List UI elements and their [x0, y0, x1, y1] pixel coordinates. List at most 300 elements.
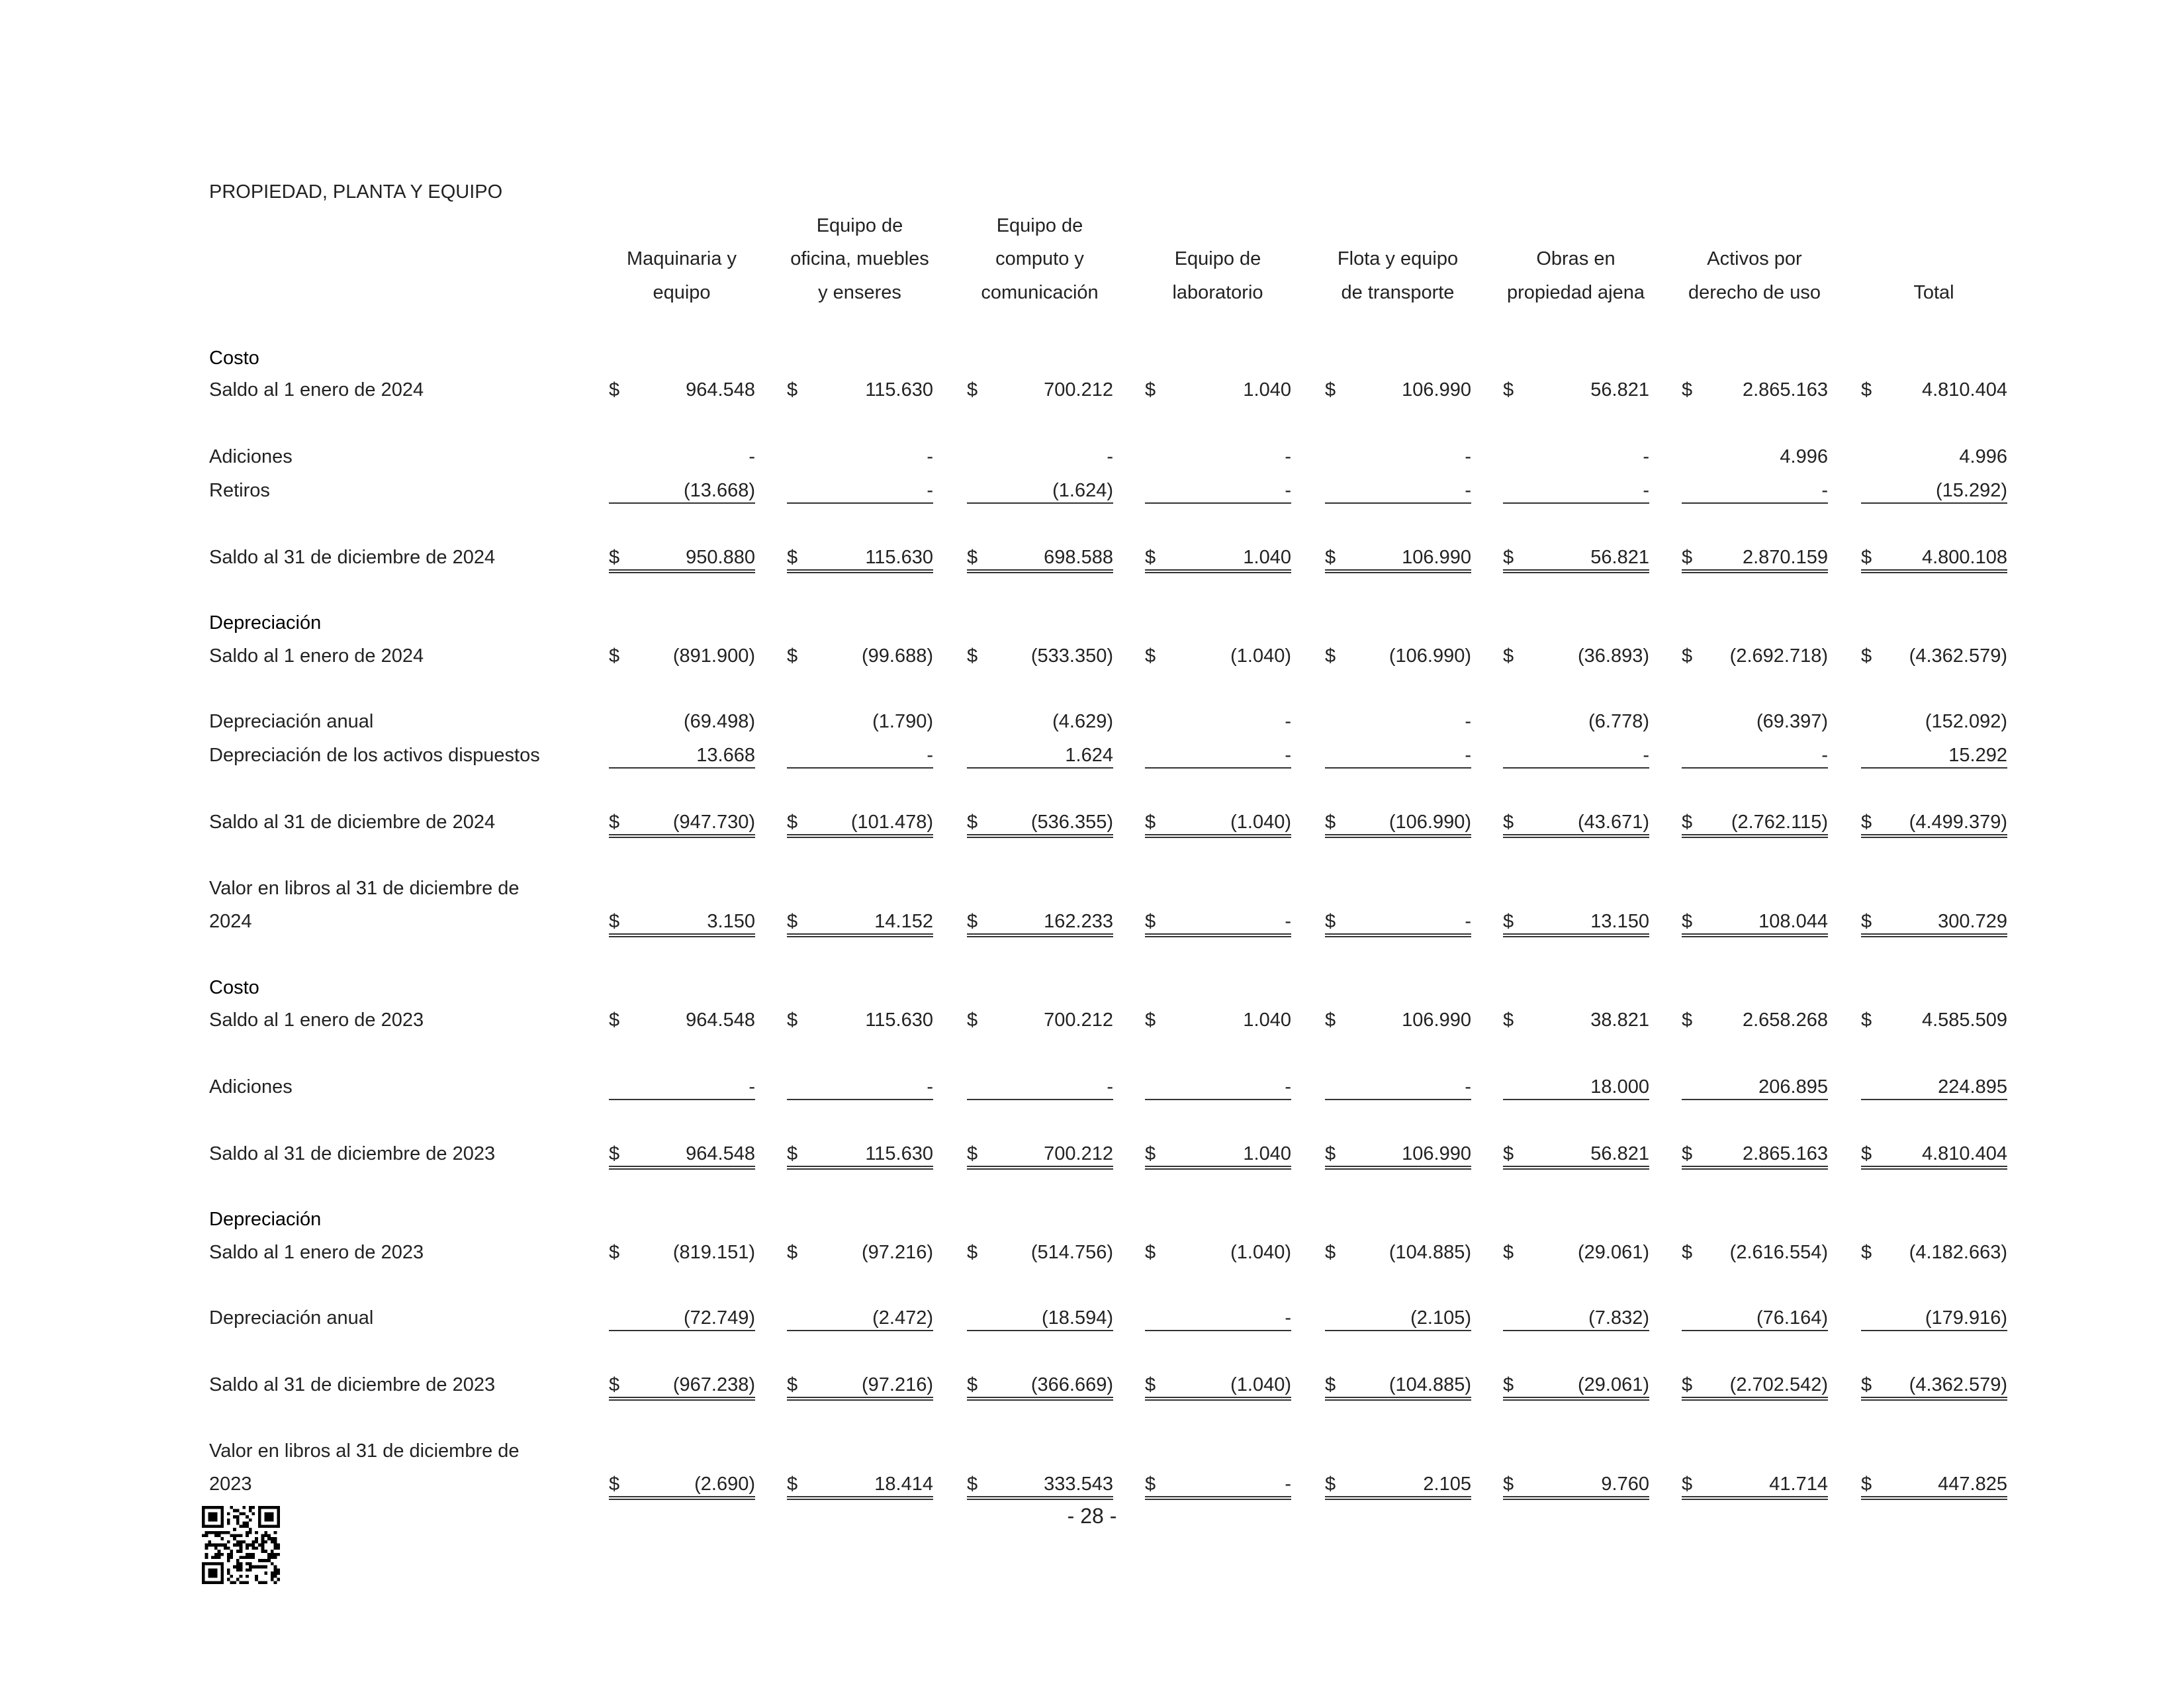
currency-symbol: $ — [1325, 1143, 1336, 1164]
table-cell — [967, 445, 1113, 469]
table-cell — [1145, 378, 1291, 402]
page-title: PROPIEDAD, PLANTA Y EQUIPO — [209, 181, 503, 203]
cell-value: (2.702.542) — [1729, 1374, 1828, 1395]
table-cell — [1861, 1472, 2007, 1500]
currency-symbol: $ — [1145, 1374, 1156, 1395]
cell-value: 4.810.404 — [1921, 379, 2007, 400]
cell-value: 106.990 — [1402, 547, 1471, 568]
currency-symbol: $ — [1682, 1474, 1693, 1495]
cell-value: 14.152 — [874, 911, 933, 932]
table-cell — [1325, 644, 1471, 668]
column-header: Equipo de — [1174, 248, 1261, 269]
currency-symbol: $ — [1682, 547, 1693, 568]
cell-value: (4.499.379) — [1909, 812, 2007, 833]
currency-symbol: $ — [609, 547, 620, 568]
table-cell — [967, 479, 1113, 504]
cell-value: (1.790) — [872, 711, 933, 732]
table-cell — [967, 810, 1113, 838]
cell-value: 2.870.159 — [1742, 547, 1828, 568]
table-cell — [1325, 1142, 1471, 1170]
cell-value: - — [1465, 1076, 1471, 1098]
cell-value: (97.216) — [861, 1374, 933, 1395]
row-label: Retiros — [209, 480, 270, 501]
table-cell — [609, 1472, 755, 1500]
currency-symbol: $ — [1145, 1143, 1156, 1164]
cell-value: 115.630 — [865, 379, 933, 400]
cell-value: (4.362.579) — [1909, 645, 2007, 667]
row-label: Valor en libros al 31 de diciembre de — [209, 1440, 520, 1462]
table-cell — [787, 1472, 933, 1500]
cell-value: 447.825 — [1938, 1474, 2007, 1495]
currency-symbol: $ — [1325, 812, 1336, 833]
table-cell — [1145, 1142, 1291, 1170]
cell-value: 700.212 — [1044, 1143, 1113, 1164]
table-cell — [1325, 1306, 1471, 1331]
table-cell — [1503, 644, 1649, 668]
currency-symbol: $ — [1861, 1143, 1872, 1164]
currency-symbol: $ — [1503, 379, 1514, 400]
column-header: laboratorio — [1172, 282, 1263, 303]
row-label: Depreciación anual — [209, 711, 374, 732]
cell-value: 964.548 — [686, 1143, 755, 1164]
currency-symbol: $ — [1861, 1009, 1872, 1031]
cell-value: 18.000 — [1590, 1076, 1649, 1098]
table-cell — [967, 910, 1113, 937]
cell-value: - — [1285, 446, 1291, 467]
table-cell — [1682, 1241, 1828, 1264]
cell-value: - — [1465, 480, 1471, 501]
table-cell — [787, 1075, 933, 1100]
cell-value: 38.821 — [1590, 1009, 1649, 1031]
table-cell — [1861, 710, 2007, 733]
currency-symbol: $ — [1503, 1374, 1514, 1395]
cell-value: - — [1285, 1474, 1291, 1495]
table-cell — [1503, 545, 1649, 573]
currency-symbol: $ — [1682, 1374, 1693, 1395]
cell-value: (29.061) — [1577, 1242, 1649, 1263]
table-cell — [1682, 910, 1828, 937]
currency-symbol: $ — [1682, 1009, 1693, 1031]
currency-symbol: $ — [1682, 645, 1693, 667]
currency-symbol: $ — [609, 1242, 620, 1263]
cell-value: 108.044 — [1758, 911, 1828, 932]
column-header: computo y — [995, 248, 1084, 269]
column-header: comunicación — [981, 282, 1099, 303]
cell-value: 162.233 — [1044, 911, 1113, 932]
cell-value: (1.040) — [1230, 645, 1291, 667]
table-cell — [1503, 710, 1649, 733]
cell-value: (2.690) — [694, 1474, 755, 1495]
cell-value: (4.362.579) — [1909, 1374, 2007, 1395]
currency-symbol: $ — [1861, 911, 1872, 932]
cell-value: 56.821 — [1590, 379, 1649, 400]
cell-value: 115.630 — [865, 1143, 933, 1164]
cell-value: 1.040 — [1243, 547, 1291, 568]
cell-value: 18.414 — [874, 1474, 933, 1495]
cell-value: 2.865.163 — [1742, 379, 1828, 400]
cell-value: 1.040 — [1243, 1143, 1291, 1164]
currency-symbol: $ — [1503, 1009, 1514, 1031]
table-cell — [1861, 644, 2007, 668]
currency-symbol: $ — [787, 1474, 798, 1495]
cell-value: - — [1465, 711, 1471, 732]
currency-symbol: $ — [967, 1009, 978, 1031]
cell-value: (69.498) — [683, 711, 755, 732]
table-cell — [1503, 1241, 1649, 1264]
table-cell — [609, 1306, 755, 1331]
currency-symbol: $ — [787, 645, 798, 667]
cell-value: 333.543 — [1044, 1474, 1113, 1495]
table-cell — [609, 810, 755, 838]
currency-symbol: $ — [1503, 1474, 1514, 1495]
cell-value: (69.397) — [1756, 711, 1828, 732]
currency-symbol: $ — [787, 547, 798, 568]
currency-symbol: $ — [1861, 1474, 1872, 1495]
table-cell — [787, 1142, 933, 1170]
table-cell — [1682, 810, 1828, 838]
column-header: Equipo de — [996, 215, 1083, 236]
currency-symbol: $ — [609, 1143, 620, 1164]
cell-value: (43.671) — [1577, 812, 1649, 833]
table-cell — [787, 710, 933, 733]
table-cell — [787, 445, 933, 469]
table-cell — [1145, 1241, 1291, 1264]
currency-symbol: $ — [1861, 547, 1872, 568]
currency-symbol: $ — [1503, 812, 1514, 833]
cell-value: - — [749, 1076, 755, 1098]
table-cell — [1861, 445, 2007, 469]
currency-symbol: $ — [1145, 645, 1156, 667]
cell-value: (2.105) — [1410, 1307, 1471, 1329]
cell-value: - — [1465, 911, 1471, 932]
currency-symbol: $ — [1503, 645, 1514, 667]
currency-symbol: $ — [1325, 911, 1336, 932]
table-cell — [1325, 910, 1471, 937]
cell-value: (29.061) — [1577, 1374, 1649, 1395]
table-cell — [1503, 910, 1649, 937]
table-cell — [1682, 445, 1828, 469]
cell-value: 300.729 — [1938, 911, 2007, 932]
column-header: Maquinaria y — [626, 248, 737, 269]
cell-value: - — [749, 446, 755, 467]
table-cell — [1682, 743, 1828, 769]
table-cell — [1861, 378, 2007, 402]
currency-symbol: $ — [1145, 547, 1156, 568]
table-cell — [1861, 743, 2007, 769]
table-cell — [1503, 1008, 1649, 1032]
table-cell — [1861, 1142, 2007, 1170]
cell-value: 1.040 — [1243, 379, 1291, 400]
column-header: Obras en — [1536, 248, 1615, 269]
currency-symbol: $ — [967, 1242, 978, 1263]
cell-value: 4.996 — [1959, 446, 2007, 467]
table-cell — [1145, 743, 1291, 769]
row-label: Depreciación de los activos dispuestos — [209, 745, 540, 766]
table-cell — [1325, 1472, 1471, 1500]
table-cell — [1145, 810, 1291, 838]
currency-symbol: $ — [967, 911, 978, 932]
cell-value: 1.624 — [1065, 745, 1113, 766]
table-cell — [1325, 810, 1471, 838]
table-cell — [1861, 1373, 2007, 1401]
cell-value: 41.714 — [1769, 1474, 1828, 1495]
column-header: oficina, muebles — [790, 248, 929, 269]
cell-value: 4.810.404 — [1921, 1143, 2007, 1164]
cell-value: - — [1285, 911, 1291, 932]
row-label: Saldo al 1 enero de 2023 — [209, 1242, 424, 1263]
column-header: propiedad ajena — [1506, 282, 1645, 303]
table-cell — [1145, 445, 1291, 469]
currency-symbol: $ — [1325, 1242, 1336, 1263]
cell-value: (101.478) — [850, 812, 933, 833]
section-heading: Depreciación — [209, 1209, 322, 1230]
row-label: Saldo al 31 de diciembre de 2024 — [209, 812, 496, 833]
table-cell — [1145, 1472, 1291, 1500]
table-cell — [1145, 910, 1291, 937]
cell-value: 106.990 — [1402, 1143, 1471, 1164]
table-cell — [1682, 644, 1828, 668]
cell-value: 1.040 — [1243, 1009, 1291, 1031]
column-header: Total — [1913, 282, 1954, 303]
cell-value: - — [1821, 745, 1828, 766]
currency-symbol: $ — [1682, 812, 1693, 833]
currency-symbol: $ — [609, 911, 620, 932]
cell-value: (1.040) — [1230, 1374, 1291, 1395]
table-cell — [967, 1472, 1113, 1500]
table-cell — [609, 644, 755, 668]
table-cell — [1503, 1306, 1649, 1331]
cell-value: (18.594) — [1041, 1307, 1113, 1329]
currency-symbol: $ — [1325, 547, 1336, 568]
table-cell — [967, 1373, 1113, 1401]
cell-value: (97.216) — [861, 1242, 933, 1263]
cell-value: (4.629) — [1052, 711, 1113, 732]
cell-value: 115.630 — [865, 547, 933, 568]
column-header: equipo — [653, 282, 711, 303]
cell-value: 4.585.509 — [1921, 1009, 2007, 1031]
table-cell — [609, 445, 755, 469]
currency-symbol: $ — [609, 645, 620, 667]
cell-value: 4.996 — [1780, 446, 1828, 467]
table-cell — [1503, 1472, 1649, 1500]
cell-value: (104.885) — [1388, 1242, 1471, 1263]
table-cell — [1325, 1075, 1471, 1100]
table-cell — [967, 1306, 1113, 1331]
cell-value: - — [1107, 446, 1113, 467]
row-label: Saldo al 1 enero de 2024 — [209, 645, 424, 667]
table-cell — [1325, 743, 1471, 769]
column-header: y enseres — [818, 282, 901, 303]
currency-symbol: $ — [1145, 379, 1156, 400]
cell-value: - — [1285, 711, 1291, 732]
cell-value: 698.588 — [1044, 547, 1113, 568]
table-cell — [967, 1142, 1113, 1170]
cell-value: (891.900) — [672, 645, 755, 667]
cell-value: (15.292) — [1935, 480, 2007, 501]
cell-value: - — [1107, 1076, 1113, 1098]
cell-value: - — [1285, 1307, 1291, 1329]
cell-value: 964.548 — [686, 1009, 755, 1031]
table-cell — [1503, 743, 1649, 769]
table-cell — [1682, 710, 1828, 733]
cell-value: (99.688) — [861, 645, 933, 667]
currency-symbol: $ — [1325, 379, 1336, 400]
cell-value: (106.990) — [1388, 645, 1471, 667]
column-header: Equipo de — [816, 215, 903, 236]
table-cell — [787, 1306, 933, 1331]
currency-symbol: $ — [967, 379, 978, 400]
currency-symbol: $ — [967, 645, 978, 667]
currency-symbol: $ — [1145, 1474, 1156, 1495]
table-cell — [609, 1075, 755, 1100]
table-cell — [1325, 1008, 1471, 1032]
cell-value: 2.105 — [1423, 1474, 1471, 1495]
column-header: Activos por — [1707, 248, 1802, 269]
row-label: Saldo al 31 de diciembre de 2023 — [209, 1374, 496, 1395]
table-cell — [787, 545, 933, 573]
table-cell — [1145, 644, 1291, 668]
cell-value: (76.164) — [1756, 1307, 1828, 1329]
currency-symbol: $ — [1145, 1242, 1156, 1263]
table-cell — [1682, 1306, 1828, 1331]
cell-value: 56.821 — [1590, 547, 1649, 568]
table-cell — [1145, 1373, 1291, 1401]
table-cell — [1682, 545, 1828, 573]
cell-value: (6.778) — [1588, 711, 1649, 732]
table-cell — [609, 545, 755, 573]
table-cell — [787, 743, 933, 769]
row-label: Saldo al 1 enero de 2023 — [209, 1009, 424, 1031]
currency-symbol: $ — [967, 812, 978, 833]
cell-value: (536.355) — [1030, 812, 1113, 833]
currency-symbol: $ — [609, 379, 620, 400]
table-cell — [967, 1241, 1113, 1264]
cell-value: (819.151) — [672, 1242, 755, 1263]
currency-symbol: $ — [1503, 1143, 1514, 1164]
cell-value: 950.880 — [686, 547, 755, 568]
cell-value: (4.182.663) — [1909, 1242, 2007, 1263]
table-cell — [1325, 545, 1471, 573]
table-cell — [787, 810, 933, 838]
currency-symbol: $ — [1682, 1242, 1693, 1263]
table-cell — [1503, 445, 1649, 469]
cell-value: (1.040) — [1230, 1242, 1291, 1263]
cell-value: (366.669) — [1030, 1374, 1113, 1395]
table-cell — [609, 1241, 755, 1264]
currency-symbol: $ — [787, 1374, 798, 1395]
currency-symbol: $ — [1325, 1009, 1336, 1031]
table-cell — [1325, 1241, 1471, 1264]
table-cell — [1861, 1008, 2007, 1032]
cell-value: 700.212 — [1044, 1009, 1113, 1031]
currency-symbol: $ — [1145, 1009, 1156, 1031]
currency-symbol: $ — [967, 1374, 978, 1395]
row-label: Valor en libros al 31 de diciembre de — [209, 878, 520, 899]
row-label: Depreciación anual — [209, 1307, 374, 1329]
cell-value: (152.092) — [1925, 711, 2007, 732]
cell-value: 224.895 — [1938, 1076, 2007, 1098]
cell-value: (13.668) — [683, 480, 755, 501]
cell-value: (7.832) — [1588, 1307, 1649, 1329]
currency-symbol: $ — [1325, 1474, 1336, 1495]
cell-value: (1.040) — [1230, 812, 1291, 833]
cell-value: - — [1465, 745, 1471, 766]
cell-value: - — [1643, 446, 1649, 467]
section-heading: Costo — [209, 977, 259, 998]
cell-value: 2.658.268 — [1742, 1009, 1828, 1031]
section-heading: Costo — [209, 348, 259, 369]
table-cell — [1861, 479, 2007, 504]
cell-value: (106.990) — [1388, 812, 1471, 833]
table-cell — [967, 1075, 1113, 1100]
table-cell — [1503, 479, 1649, 504]
cell-value: 3.150 — [707, 911, 755, 932]
cell-value: (2.762.115) — [1731, 812, 1828, 833]
table-cell — [967, 1008, 1113, 1032]
row-label: Saldo al 31 de diciembre de 2024 — [209, 547, 496, 568]
cell-value: (2.692.718) — [1729, 645, 1828, 667]
cell-value: - — [1285, 745, 1291, 766]
table-cell — [1682, 1142, 1828, 1170]
currency-symbol: $ — [609, 812, 620, 833]
table-cell — [1861, 1075, 2007, 1100]
section-heading: Depreciación — [209, 612, 322, 633]
currency-symbol: $ — [609, 1009, 620, 1031]
table-cell — [787, 1008, 933, 1032]
table-cell — [609, 1142, 755, 1170]
row-label-continuation: 2023 — [209, 1474, 252, 1495]
table-cell — [1503, 378, 1649, 402]
column-header: de transporte — [1341, 282, 1455, 303]
table-cell — [1861, 810, 2007, 838]
cell-value: - — [927, 745, 933, 766]
cell-value: (514.756) — [1030, 1242, 1113, 1263]
cell-value: 56.821 — [1590, 1143, 1649, 1164]
cell-value: 115.630 — [865, 1009, 933, 1031]
table-cell — [1145, 1075, 1291, 1100]
currency-symbol: $ — [1325, 1374, 1336, 1395]
cell-value: 206.895 — [1758, 1076, 1828, 1098]
currency-symbol: $ — [1503, 547, 1514, 568]
currency-symbol: $ — [967, 547, 978, 568]
currency-symbol: $ — [1682, 379, 1693, 400]
currency-symbol: $ — [1861, 379, 1872, 400]
table-cell — [609, 910, 755, 937]
table-cell — [609, 743, 755, 769]
cell-value: 106.990 — [1402, 379, 1471, 400]
cell-value: 2.865.163 — [1742, 1143, 1828, 1164]
cell-value: - — [927, 1076, 933, 1098]
table-cell — [1503, 810, 1649, 838]
table-cell — [967, 710, 1113, 733]
table-cell — [609, 710, 755, 733]
currency-symbol: $ — [787, 812, 798, 833]
currency-symbol: $ — [1682, 1143, 1693, 1164]
cell-value: - — [1285, 480, 1291, 501]
cell-value: 9.760 — [1601, 1474, 1649, 1495]
table-cell — [1861, 545, 2007, 573]
table-cell — [609, 1373, 755, 1401]
cell-value: 4.800.108 — [1921, 547, 2007, 568]
table-cell — [1145, 1008, 1291, 1032]
table-cell — [787, 378, 933, 402]
cell-value: (36.893) — [1577, 645, 1649, 667]
table-cell — [1682, 1075, 1828, 1100]
column-header: derecho de uso — [1688, 282, 1821, 303]
row-label-continuation: 2024 — [209, 911, 252, 932]
currency-symbol: $ — [1682, 911, 1693, 932]
table-cell — [967, 743, 1113, 769]
